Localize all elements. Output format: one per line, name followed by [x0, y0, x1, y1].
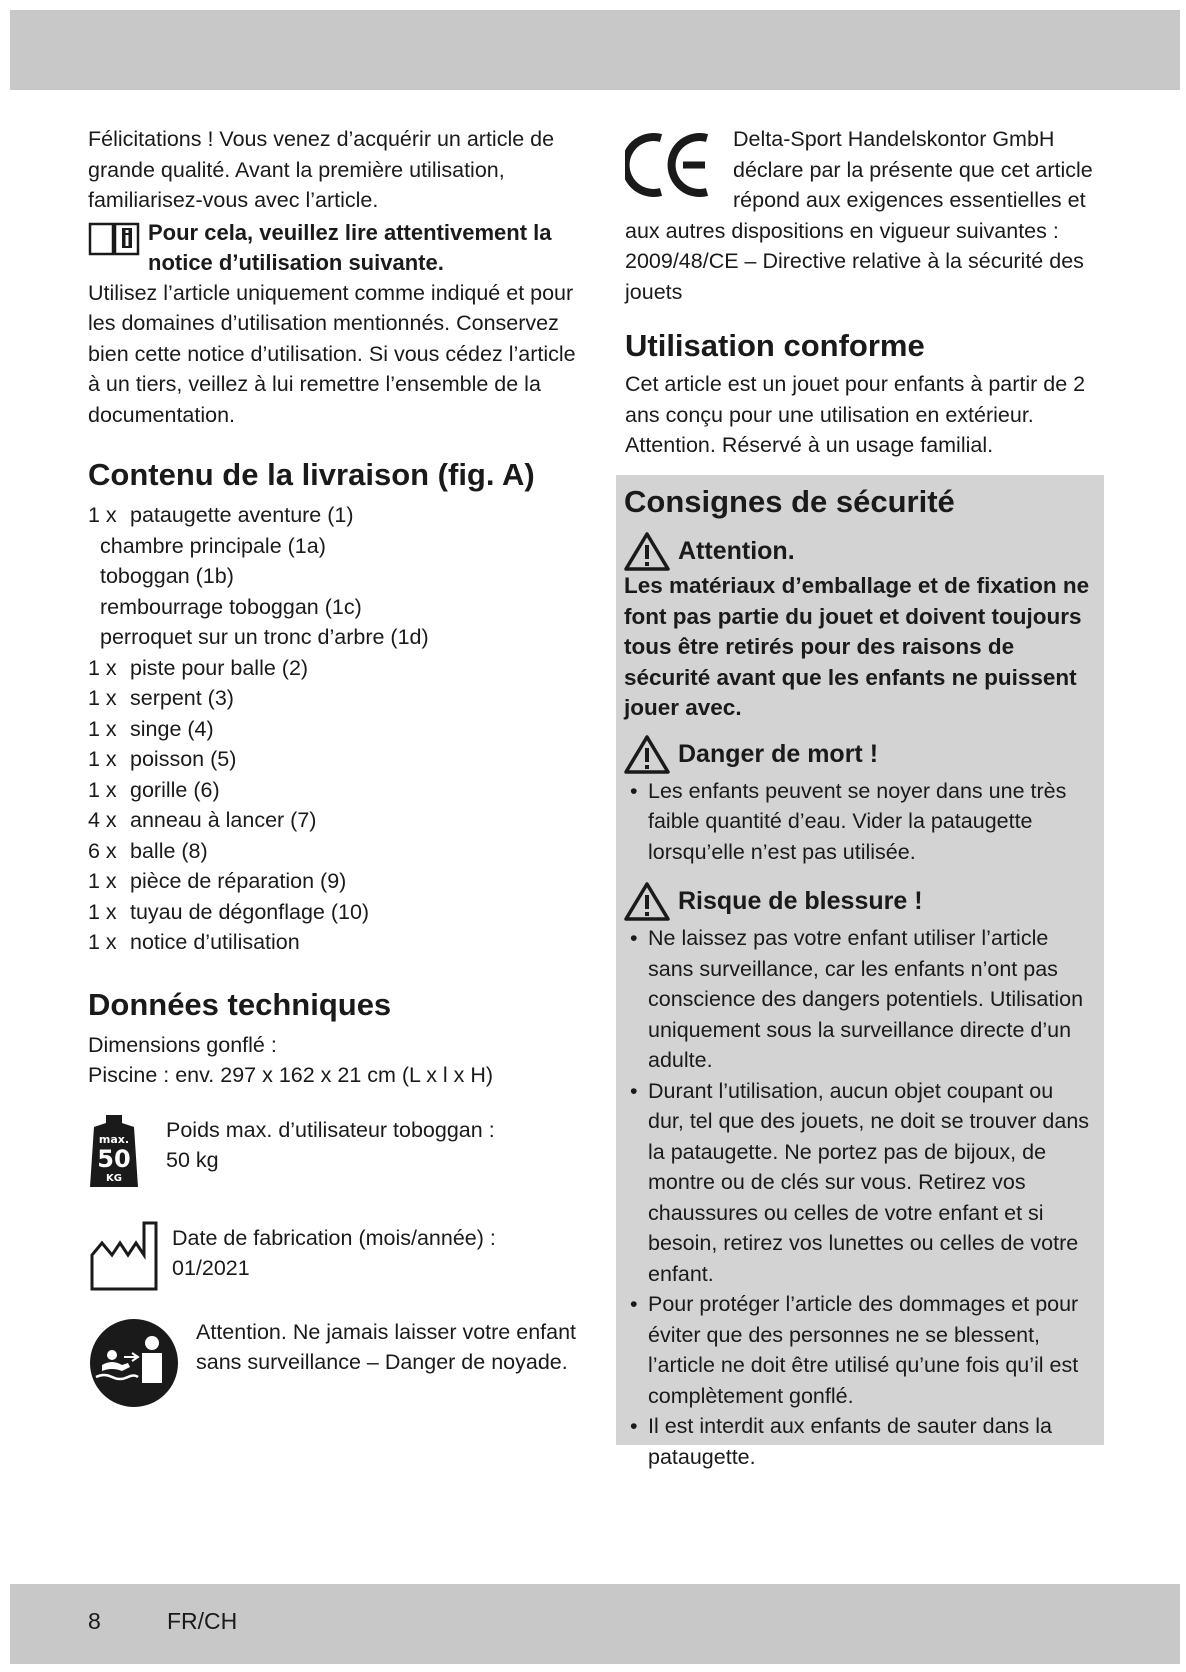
delivery-item	[88, 744, 578, 775]
delivery-item-label: balle (8)	[130, 838, 208, 863]
delivery-item	[88, 927, 578, 958]
drowning-warning-icon	[88, 1317, 180, 1409]
delivery-item-label: anneau à lancer (7)	[130, 808, 317, 832]
warning-triangle-icon	[624, 531, 670, 571]
delivery-item	[88, 683, 578, 714]
supervision-warning-row	[88, 1317, 578, 1409]
injury-list	[624, 923, 1094, 1472]
delivery-item-label: poisson (5)	[130, 747, 237, 771]
warning-triangle-icon	[624, 881, 670, 921]
usage-text: Cet article est un jouet pour enfants à partir de 2 ans conçu pour une utilisation en extérieur. Attention. Réservé à un usage familial.	[625, 372, 1086, 457]
declaration-continuation: aux autres dispositions en vigueur suivantes :	[625, 218, 1059, 243]
safety-box	[616, 475, 1104, 1469]
delivery-item-label: toboggan (1b)	[100, 564, 234, 588]
page-number: 8	[88, 1608, 101, 1634]
attention-label: Attention.	[678, 537, 795, 565]
safety-bullet: • Les enfants peuvent se noyer dans une très faible quantité d’eau. Vider la pataugette lorsqu’elle n’est pas utilisée.	[624, 776, 1094, 868]
delivery-item-qty: 1 x	[88, 503, 117, 527]
read-manual-note	[88, 218, 578, 278]
dimensions-label: Dimensions gonflé :	[88, 1032, 277, 1057]
delivery-item-label: gorille (6)	[130, 777, 220, 802]
delivery-item	[88, 805, 578, 836]
delivery-item-qty: 1 x	[88, 777, 117, 802]
language-code: FR/CH	[167, 1608, 238, 1634]
date-label: Date de fabrication (mois/année) :	[172, 1225, 496, 1250]
delivery-item-qty: 4 x	[88, 808, 117, 832]
weight-label: Poids max. d’utilisateur toboggan :	[166, 1117, 495, 1142]
delivery-item-qty: 1 x	[88, 655, 117, 680]
weight-number: 50	[97, 1144, 131, 1173]
danger-list	[624, 776, 1094, 868]
max-label: max.	[98, 1132, 130, 1146]
delivery-item	[88, 653, 578, 684]
delivery-item-qty: 1 x	[88, 686, 117, 710]
dimensions-value: Piscine : env. 297 x 162 x 21 cm (L x l x H)	[88, 1063, 494, 1087]
safety-bullet: • Il est interdit aux enfants de sauter dans la pataugette.	[624, 1411, 1094, 1472]
delivery-item-label: notice d’utilisation	[130, 930, 300, 954]
delivery-item-qty: 1 x	[88, 869, 117, 893]
delivery-item-label: piste pour balle (2)	[130, 655, 309, 680]
delivery-item	[88, 836, 578, 867]
delivery-item-qty: 1 x	[88, 930, 117, 954]
delivery-item-label: rembourrage toboggan (1c)	[100, 594, 362, 619]
attention-text: Les matériaux d’emballage et de fixation ne font pas partie du jouet et doivent toujours tous être retirés pour des raisons de sécurité avant que les enfants ne puissent jouer avec.	[624, 573, 1090, 720]
delivery-list	[88, 500, 578, 958]
toy-directive: 2009/48/CE – Directive relative à la sécurité des jouets	[625, 249, 1084, 304]
danger-heading	[624, 734, 1094, 774]
usage-paragraph: Utilisez l’article uniquement comme indiqué et pour les domaines d’utilisation mentionnés. Conservez bien cette notice d’utilisation. Si vous cédez l’article à un tiers, veillez à lui remettre l’ensemble de la documentation.	[88, 280, 576, 427]
manual-info-icon	[88, 220, 140, 258]
warning-triangle-icon	[624, 734, 670, 774]
weight-value: 50 kg	[166, 1148, 219, 1172]
safety-bullet: • Durant l’utilisation, aucun objet coupant ou dur, tel que des jouets, ne doit se trouver dans la pataugette. Ne portez pas de bijoux, de montre ou de clés sur vous. Retirez vos chaussures ou celles de votre enfant et si besoin, retirez vos lunettes ou celles de votre enfant.	[624, 1076, 1094, 1290]
delivery-item	[88, 531, 578, 562]
injury-label: Risque de blessure !	[678, 887, 923, 915]
date-value: 01/2021	[172, 1256, 250, 1280]
delivery-item-qty: 1 x	[88, 899, 117, 924]
delivery-item-label: pièce de réparation (9)	[130, 869, 347, 893]
max-weight-icon	[88, 1113, 140, 1191]
delivery-item	[88, 500, 578, 531]
danger-label: Danger de mort !	[678, 739, 879, 768]
kg-label: KG	[106, 1172, 122, 1184]
footer-bar	[10, 1584, 1180, 1664]
delivery-title: Contenu de la livraison (fig. A)	[88, 457, 535, 492]
ce-declaration	[625, 124, 1105, 216]
read-manual-text: Pour cela, veuillez lire attentivement la notice d’utilisation suivante.	[148, 219, 552, 275]
tech-title: Données techniques	[88, 986, 392, 1022]
delivery-item-qty: 6 x	[88, 838, 117, 863]
delivery-item-label: chambre principale (1a)	[100, 533, 326, 558]
header-bar	[10, 10, 1180, 90]
delivery-item	[88, 592, 578, 623]
safety-bullet: • Ne laissez pas votre enfant utiliser l’article sans surveillance, car les enfants n’ont pas conscience des dangers potentiels. Utilisation uniquement sous la surveillance directe d’un adulte.	[624, 923, 1094, 1076]
factory-icon	[88, 1219, 160, 1291]
delivery-item	[88, 775, 578, 806]
safety-bullet: • Pour protéger l’article des dommages et pour éviter que des personnes ne se blessent, l’article ne doit être utilisé qu’une fois qu’il est complètement gonflé.	[624, 1289, 1094, 1411]
delivery-item	[88, 866, 578, 897]
delivery-item	[88, 897, 578, 928]
delivery-item	[88, 622, 578, 653]
left-column	[88, 124, 578, 1409]
delivery-item-label: serpent (3)	[130, 686, 234, 710]
delivery-item-label: pataugette aventure (1)	[130, 503, 354, 527]
delivery-item	[88, 561, 578, 592]
usage-title: Utilisation conforme	[625, 328, 925, 363]
right-column	[625, 124, 1105, 461]
delivery-item	[88, 714, 578, 745]
attention-heading	[624, 531, 1094, 571]
delivery-item-qty: 1 x	[88, 716, 117, 741]
delivery-item-qty: 1 x	[88, 747, 117, 771]
delivery-item-label: tuyau de dégonflage (10)	[130, 899, 370, 924]
company-declaration: Delta-Sport Handelskontor GmbH déclare par la présente que cet article répond aux exigences essentielles et	[733, 127, 1093, 212]
safety-title: Consignes de sécurité	[624, 484, 955, 519]
ce-mark-icon	[625, 130, 715, 200]
intro-paragraph: Félicitations ! Vous venez d’acquérir un article de grande qualité. Avant la première utilisation, familiarisez-vous avec l’article.	[88, 127, 555, 212]
delivery-item-label: perroquet sur un tronc d’arbre (1d)	[100, 625, 429, 649]
manufacture-date-row	[88, 1219, 578, 1291]
injury-heading	[624, 881, 1094, 921]
supervision-warning-text: Attention. Ne jamais laisser votre enfant sans surveillance – Danger de noyade.	[196, 1319, 577, 1374]
delivery-item-label: singe (4)	[130, 716, 214, 741]
max-weight-row	[88, 1113, 578, 1191]
